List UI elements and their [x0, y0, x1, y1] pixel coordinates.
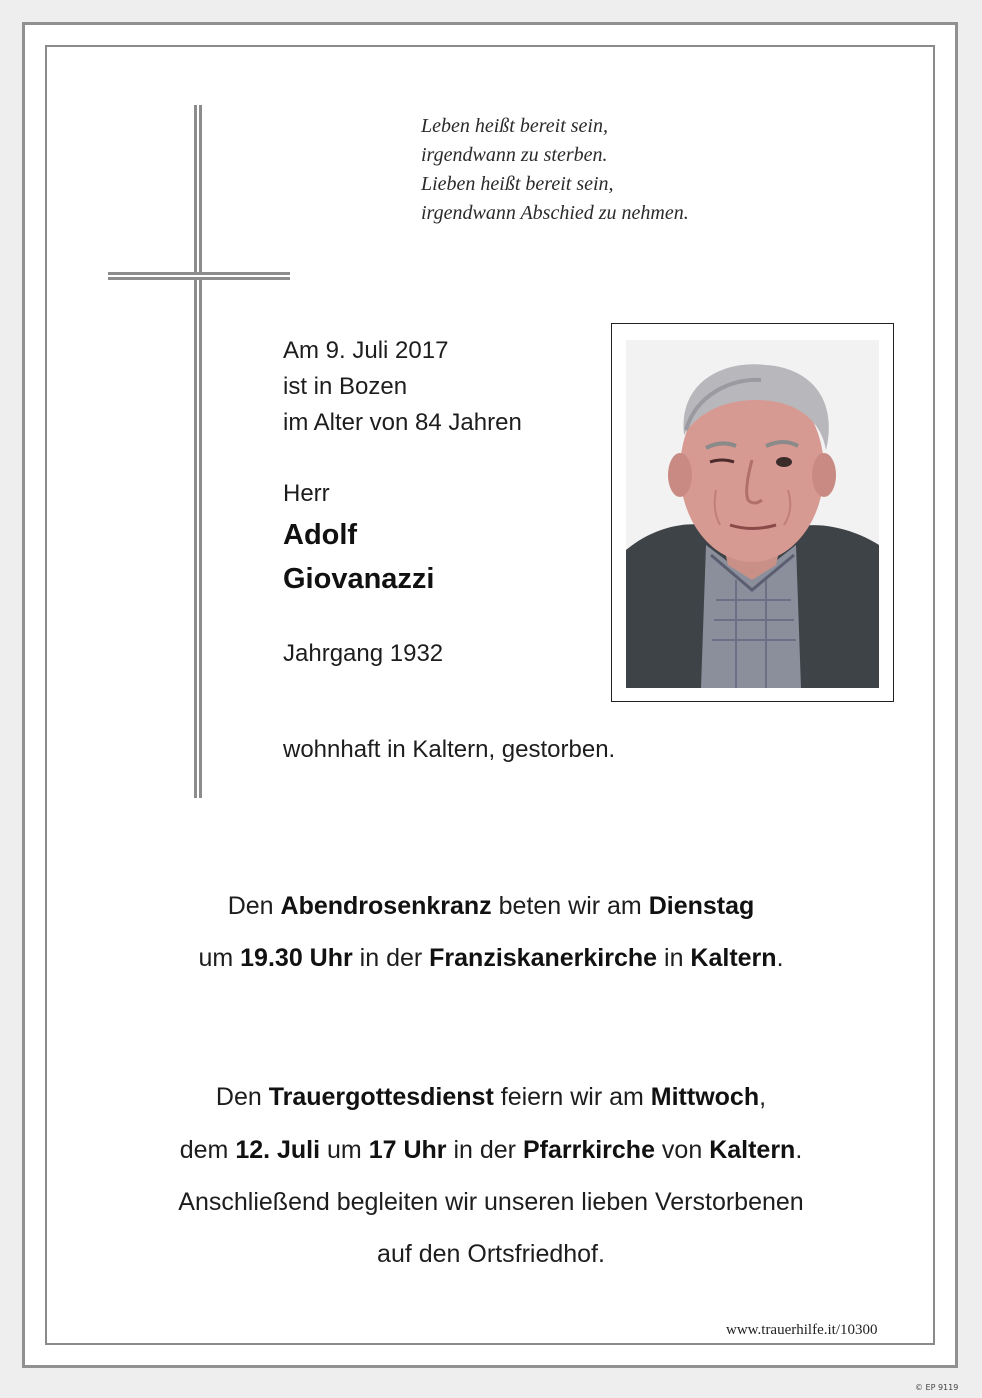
- event-name: Trauergottesdienst: [268, 1083, 494, 1111]
- poem-line: irgendwann Abschied zu nehmen.: [421, 202, 689, 224]
- portrait-illustration: [626, 340, 879, 688]
- death-place: ist in Bozen: [283, 373, 408, 400]
- text: .: [795, 1136, 803, 1164]
- death-date: Am 9. Juli 2017: [283, 337, 449, 364]
- funeral-line-3: Anschließend begleiten wir unseren lieben Verstorbenen: [178, 1188, 804, 1216]
- town: Kaltern: [690, 944, 777, 972]
- text: um: [320, 1136, 369, 1164]
- weekday: Mittwoch: [650, 1083, 760, 1111]
- poem-line: Lieben heißt bereit sein,: [421, 173, 614, 195]
- cross-icon-bar: [108, 272, 290, 280]
- text: von: [654, 1136, 710, 1164]
- event-name: Abendrosenkranz: [280, 892, 492, 920]
- residence: wohnhaft in Kaltern, gestorben.: [283, 736, 616, 763]
- date: 12. Juli: [235, 1136, 321, 1164]
- funeral-line-2: [0, 1136, 982, 1165]
- portrait-photo: [626, 340, 879, 688]
- text: um: [198, 944, 241, 972]
- portrait-frame: [611, 323, 894, 702]
- poem: [421, 112, 689, 228]
- text: beten wir am: [491, 892, 649, 920]
- first-name: Adolf: [283, 519, 358, 551]
- time: 17 Uhr: [368, 1136, 447, 1164]
- birth-year: Jahrgang 1932: [283, 640, 444, 667]
- text: in der: [352, 944, 430, 972]
- poem-line: Leben heißt bereit sein,: [421, 115, 608, 137]
- funeral-line-1: [0, 1083, 982, 1112]
- copyright: © EP 9119: [915, 1383, 959, 1392]
- rosary-line-1: [0, 892, 982, 921]
- last-name: Giovanazzi: [283, 563, 435, 595]
- text: dem: [179, 1136, 236, 1164]
- text: Den: [215, 1083, 269, 1111]
- church: Franziskanerkirche: [429, 944, 658, 972]
- text: feiern wir am: [493, 1083, 651, 1111]
- church: Pfarrkirche: [522, 1136, 655, 1164]
- text: in: [657, 944, 691, 972]
- footer-url[interactable]: www.trauerhilfe.it/10300: [726, 1322, 878, 1338]
- town: Kaltern: [709, 1136, 796, 1164]
- text: in der: [446, 1136, 523, 1164]
- cross-icon: [194, 105, 202, 798]
- time: 19.30 Uhr: [240, 944, 353, 972]
- weekday: Dienstag: [648, 892, 755, 920]
- age: im Alter von 84 Jahren: [283, 409, 522, 436]
- funeral-line-4: auf den Ortsfriedhof.: [377, 1240, 605, 1268]
- rosary-line-2: [0, 944, 982, 973]
- person-title: Herr: [283, 480, 330, 507]
- death-notice-intro: [283, 333, 522, 441]
- text: Den: [227, 892, 281, 920]
- text: .: [776, 944, 784, 972]
- poem-line: irgendwann zu sterben.: [421, 144, 608, 166]
- text: ,: [759, 1083, 767, 1111]
